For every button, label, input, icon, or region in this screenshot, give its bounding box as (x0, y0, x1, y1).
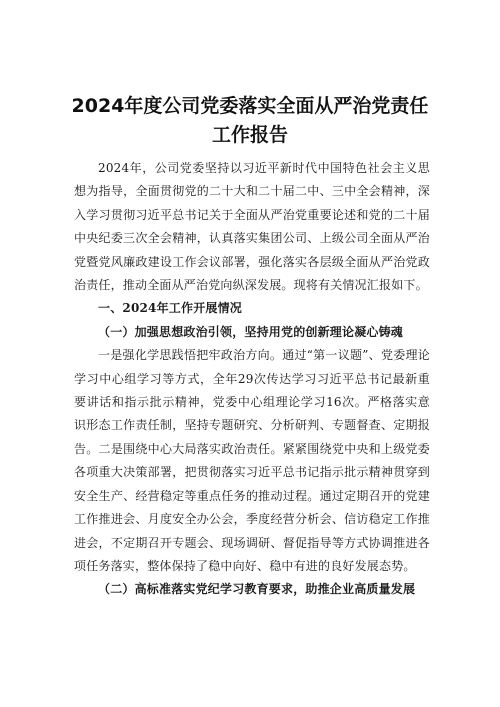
section-heading-work-status: 一、2024年工作开展情况 (98, 301, 242, 316)
subsection-heading-ideological-guidance: （一）加强思想政治引领，坚持用党的创新理论凝心铸魂 (98, 324, 404, 339)
subsection-heading-discipline-education: （二）高标准落实党纪学习教育要求，助推企业高质量发展 (98, 582, 416, 597)
subsection-paragraph-ideological-guidance: 一是强化学思践悟把牢政治方向。通过“第一议题”、党委理论学习中心组学习等方式，全年29次传达学习习近平总书记最新重要讲话和指示批示精神，党委中心组理论学习16次。严格落实意识形态工作责任制，坚持专题研究、分析研判、专题督查、定期报告。二是围绕中心大局落实政治责任。紧紧围绕党中央和上级党委各项重大决策部署，把贯彻落实习近平总书记指示批示精神贯穿到安全生产、经营稳定等重点任务的推动过程。通过定期召开的党建工作推进会、月度安全办公会，季度经营分析会、信访稳定工作推进会，不定期召开专题会、现场调研、督促指导等方式协调推进各项任务落实，整体保持了稳中向好、稳中有进的良好发展态势。 (74, 348, 430, 573)
document-title: 2024年度公司党委落实全面从严治党责任工作报告 (71, 95, 429, 146)
intro-paragraph: 2024年，公司党委坚持以习近平新时代中国特色社会主义思想为指导，全面贯彻党的二十大和二十届二中、三中全会精神，深入学习贯彻习近平总书记关于全面从严治党重要论述和党的二十届中央纪委三次全会精神，认真落实集团公司、上级公司全面从严治党暨党风廉政建设工作会议部署，强化落实各层级全面从严治党政治责任，推动全面从严治党向纵深发展。现将有关情况汇报如下。 (74, 161, 430, 293)
document-body (74, 157, 430, 602)
